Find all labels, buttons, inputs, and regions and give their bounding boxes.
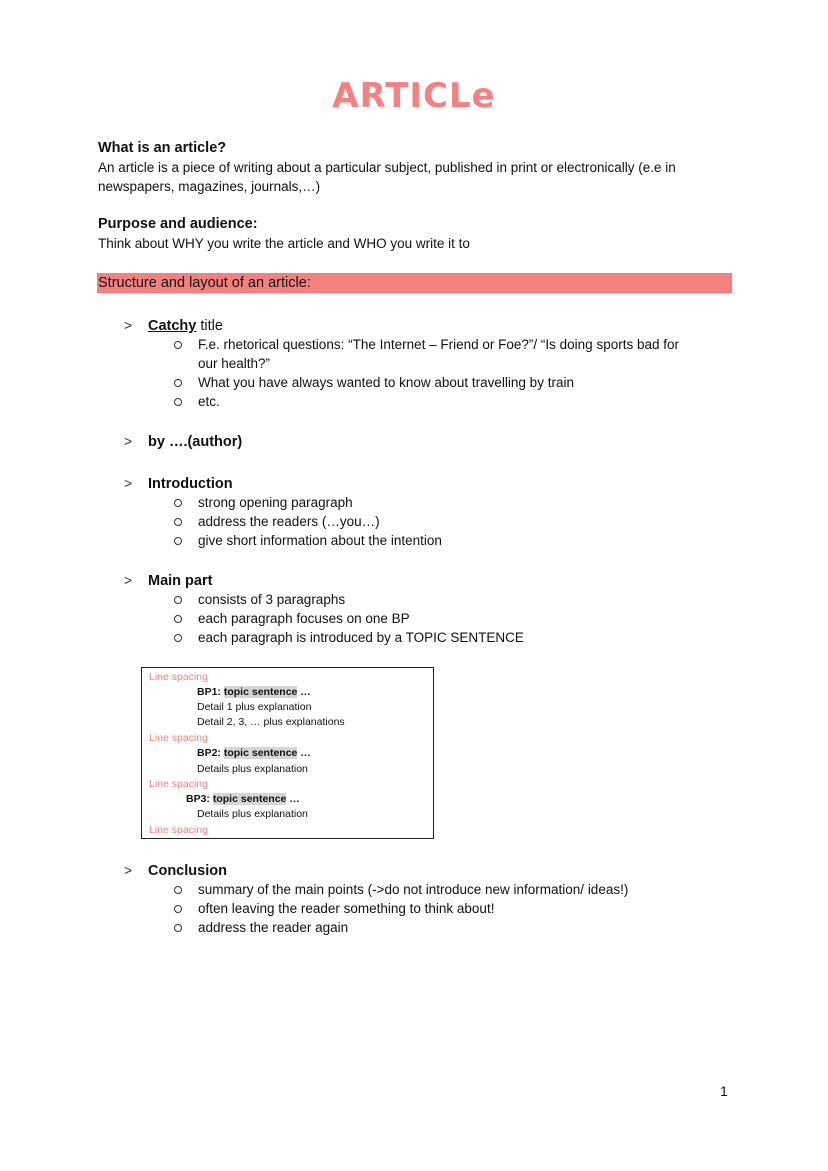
- circle-bullet-icon: [174, 341, 182, 349]
- circle-bullet-icon: [174, 398, 182, 406]
- what-text-line2: newspapers, magazines, journals,…): [98, 179, 321, 194]
- purpose-section: [98, 215, 738, 253]
- bullet-by-author: [124, 432, 764, 452]
- list-item: each paragraph is introduced by a TOPIC SENTENCE: [174, 628, 734, 647]
- list-item: address the reader again: [174, 918, 734, 937]
- line-spacing-label: Line spacing: [149, 732, 208, 744]
- introduction-list: [174, 493, 734, 550]
- circle-bullet-icon: [174, 518, 182, 526]
- catchy-list: [174, 335, 734, 411]
- list-item-continuation: our health?”: [198, 356, 271, 371]
- circle-bullet-icon: [174, 634, 182, 642]
- conclusion-list: [174, 880, 734, 937]
- line-spacing-label: Line spacing: [149, 671, 208, 683]
- list-item: etc.: [174, 392, 734, 411]
- list-item: each paragraph focuses on one BP: [174, 609, 734, 628]
- bp1-line: BP1: topic sentence …: [197, 686, 311, 698]
- bp3-line: BP3: topic sentence …: [186, 793, 300, 805]
- circle-bullet-icon: [174, 924, 182, 932]
- main-part-list: [174, 590, 734, 647]
- list-item: strong opening paragraph: [174, 493, 734, 512]
- list-item: address the readers (…you…): [174, 512, 734, 531]
- bullet-catchy-title: [124, 316, 764, 336]
- bp1-detail23: Detail 2, 3, … plus explanations: [197, 716, 345, 728]
- list-item: often leaving the reader something to think about!: [174, 899, 734, 918]
- circle-bullet-icon: [174, 537, 182, 545]
- what-section: [98, 139, 738, 196]
- page-title: ARTICLe: [332, 76, 496, 116]
- arrow-bullet-icon: >: [124, 433, 133, 449]
- circle-bullet-icon: [174, 596, 182, 604]
- purpose-text: Think about WHY you write the article and WHO you write it to: [98, 236, 470, 251]
- line-spacing-label: Line spacing: [149, 824, 208, 836]
- bullet-main-part: [124, 571, 764, 591]
- list-item: consists of 3 paragraphs: [174, 590, 734, 609]
- circle-bullet-icon: [174, 886, 182, 894]
- circle-bullet-icon: [174, 379, 182, 387]
- structure-heading: Structure and layout of an article:: [98, 275, 311, 291]
- line-spacing-label: Line spacing: [149, 778, 208, 790]
- arrow-bullet-icon: >: [124, 475, 133, 491]
- circle-bullet-icon: [174, 615, 182, 623]
- arrow-bullet-icon: >: [124, 317, 133, 333]
- bullet-conclusion: [124, 861, 764, 881]
- structure-heading-bar: [97, 273, 732, 293]
- list-item: summary of the main points (->do not introduce new information/ ideas!): [174, 880, 734, 899]
- arrow-bullet-icon: >: [124, 572, 133, 588]
- circle-bullet-icon: [174, 905, 182, 913]
- page-number: 1: [720, 1083, 728, 1099]
- bullet-introduction: [124, 474, 764, 494]
- what-heading: What is an article?: [98, 140, 227, 156]
- what-text-line1: An article is a piece of writing about a particular subject, published in print or electronically (e.e in: [98, 160, 676, 175]
- catchy-label: Catchy: [148, 318, 197, 334]
- arrow-bullet-icon: >: [124, 862, 133, 878]
- paragraph-structure-box: [141, 667, 434, 839]
- bp3-details: Details plus explanation: [197, 808, 308, 820]
- bp2-line: BP2: topic sentence …: [197, 747, 311, 759]
- bp1-detail1: Detail 1 plus explanation: [197, 701, 312, 713]
- list-item: What you have always wanted to know about travelling by train: [174, 373, 734, 392]
- purpose-heading: Purpose and audience:: [98, 216, 258, 232]
- title-label: title: [196, 318, 223, 334]
- circle-bullet-icon: [174, 499, 182, 507]
- conclusion-label: Conclusion: [148, 863, 227, 879]
- introduction-label: Introduction: [148, 476, 233, 492]
- list-item: give short information about the intention: [174, 531, 734, 550]
- by-author-label: by ….(author): [148, 434, 243, 450]
- main-part-label: Main part: [148, 573, 213, 589]
- list-item: F.e. rhetorical questions: “The Internet – Friend or Foe?”/ “Is doing sports bad for: [174, 335, 734, 354]
- bp2-details: Details plus explanation: [197, 763, 308, 775]
